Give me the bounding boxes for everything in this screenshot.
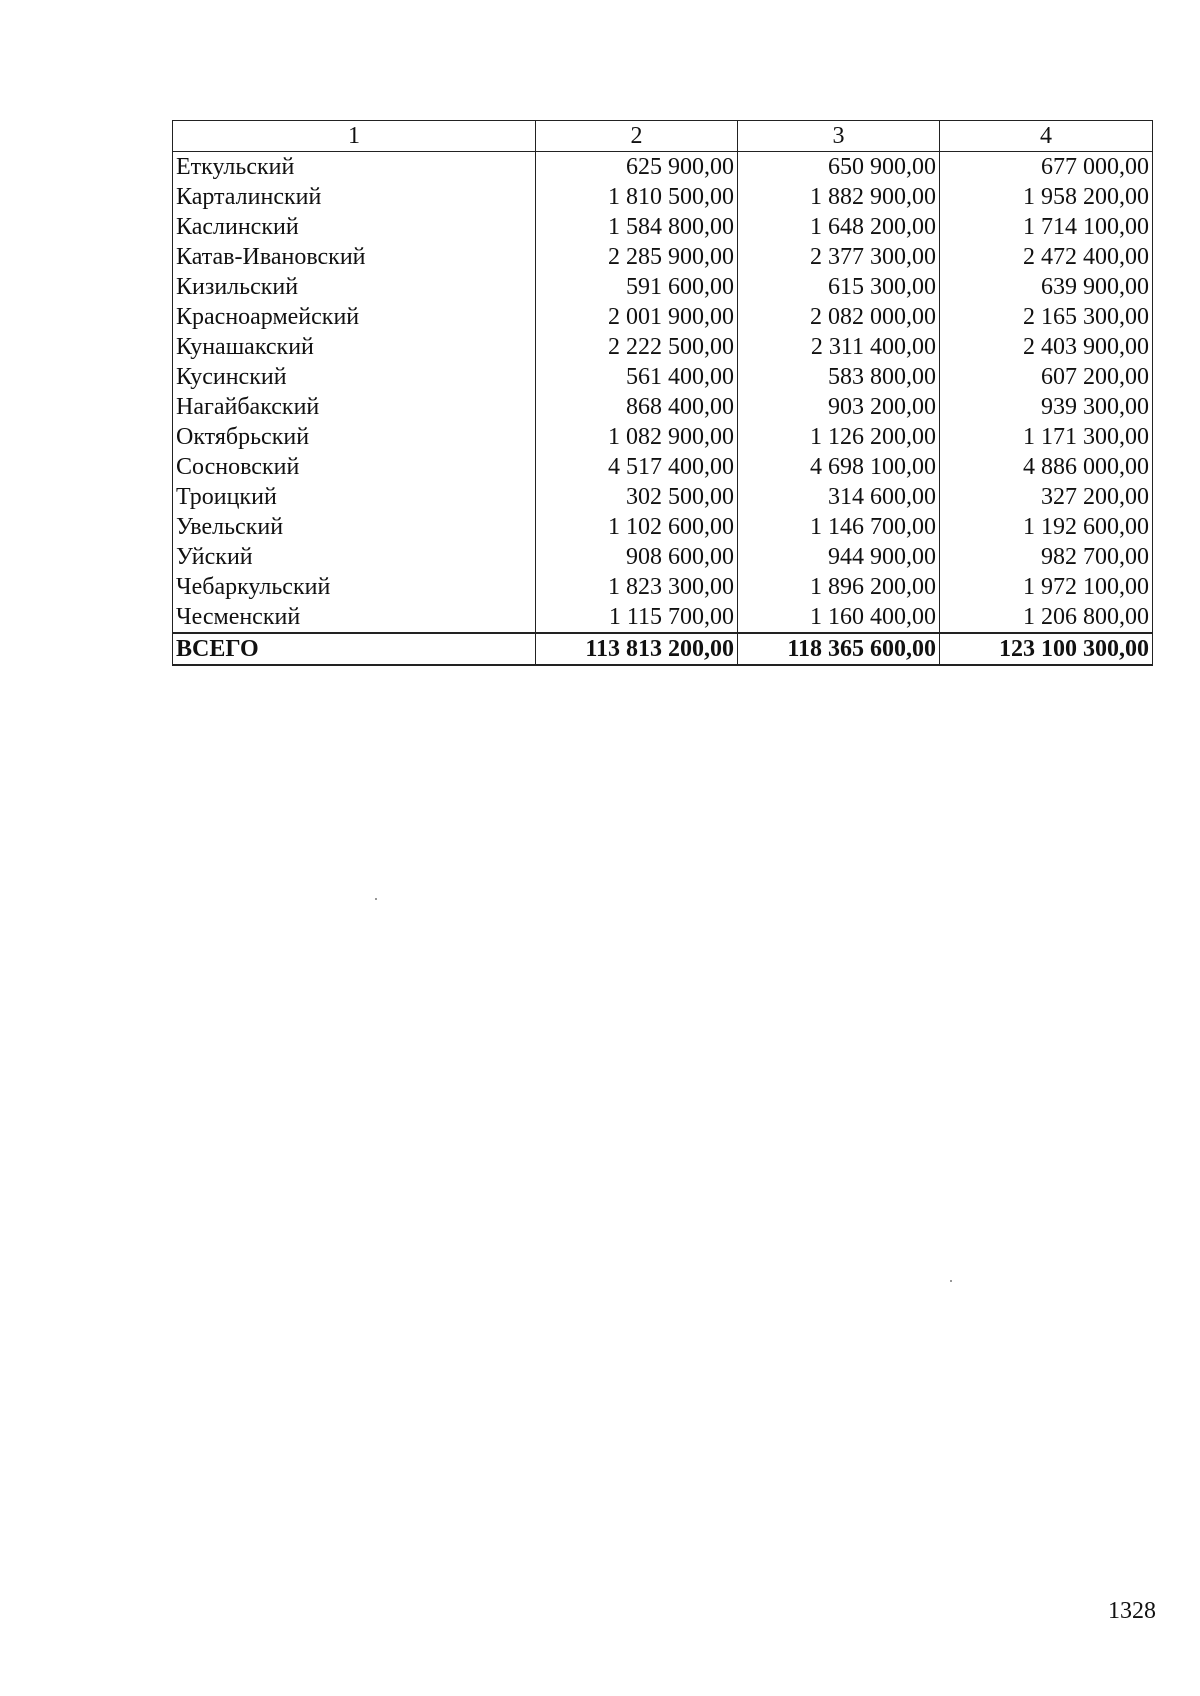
table-row: [173, 392, 1153, 422]
value-col-4: 1 206 800,00: [940, 602, 1153, 633]
table-row: [173, 182, 1153, 212]
value-col-2: 1 823 300,00: [536, 572, 738, 602]
value-col-3: 944 900,00: [738, 542, 940, 572]
value-col-4: 677 000,00: [940, 152, 1153, 183]
value-col-2: 1 810 500,00: [536, 182, 738, 212]
column-header-1: 1: [173, 121, 536, 152]
district-name: Уйский: [173, 542, 536, 572]
district-name: Увельский: [173, 512, 536, 542]
value-col-4: 327 200,00: [940, 482, 1153, 512]
value-col-2: 591 600,00: [536, 272, 738, 302]
scan-speck: [375, 898, 377, 900]
value-col-3: 583 800,00: [738, 362, 940, 392]
value-col-3: 615 300,00: [738, 272, 940, 302]
district-name: Красноармейский: [173, 302, 536, 332]
value-col-4: 2 403 900,00: [940, 332, 1153, 362]
value-col-3: 2 377 300,00: [738, 242, 940, 272]
value-col-4: 639 900,00: [940, 272, 1153, 302]
value-col-4: 1 171 300,00: [940, 422, 1153, 452]
value-col-2: 302 500,00: [536, 482, 738, 512]
table-body: [173, 152, 1153, 666]
value-col-4: 607 200,00: [940, 362, 1153, 392]
table-row: [173, 272, 1153, 302]
table-row: [173, 242, 1153, 272]
total-label: ВСЕГО: [173, 633, 536, 665]
table-row: [173, 362, 1153, 392]
value-col-3: 1 648 200,00: [738, 212, 940, 242]
value-col-3: 2 311 400,00: [738, 332, 940, 362]
value-col-2: 2 285 900,00: [536, 242, 738, 272]
table-row: [173, 152, 1153, 183]
value-col-2: 625 900,00: [536, 152, 738, 183]
district-name: Каслинский: [173, 212, 536, 242]
table-row: [173, 512, 1153, 542]
table-row: [173, 602, 1153, 633]
value-col-2: 1 115 700,00: [536, 602, 738, 633]
column-header-4: 4: [940, 121, 1153, 152]
district-name: Кизильский: [173, 272, 536, 302]
value-col-3: 1 896 200,00: [738, 572, 940, 602]
budget-table: [172, 120, 1153, 666]
district-name: Нагайбакский: [173, 392, 536, 422]
district-name: Троицкий: [173, 482, 536, 512]
value-col-3: 1 882 900,00: [738, 182, 940, 212]
table-header-row: [173, 121, 1153, 152]
value-col-4: 2 165 300,00: [940, 302, 1153, 332]
table-row: [173, 482, 1153, 512]
value-col-2: 1 082 900,00: [536, 422, 738, 452]
table-row: [173, 452, 1153, 482]
value-col-3: 2 082 000,00: [738, 302, 940, 332]
district-name: Катав-Ивановский: [173, 242, 536, 272]
value-col-2: 2 222 500,00: [536, 332, 738, 362]
district-name: Чебаркульский: [173, 572, 536, 602]
value-col-4: 1 958 200,00: [940, 182, 1153, 212]
table-row: [173, 422, 1153, 452]
table-row: [173, 332, 1153, 362]
column-header-2: 2: [536, 121, 738, 152]
total-col-3: 118 365 600,00: [738, 633, 940, 665]
district-name: Кусинский: [173, 362, 536, 392]
value-col-4: 1 192 600,00: [940, 512, 1153, 542]
value-col-3: 1 126 200,00: [738, 422, 940, 452]
value-col-2: 2 001 900,00: [536, 302, 738, 332]
page-number: 1328: [1108, 1598, 1156, 1624]
value-col-4: 982 700,00: [940, 542, 1153, 572]
value-col-4: 2 472 400,00: [940, 242, 1153, 272]
value-col-4: 4 886 000,00: [940, 452, 1153, 482]
district-name: Октябрьский: [173, 422, 536, 452]
value-col-3: 1 146 700,00: [738, 512, 940, 542]
table-row: [173, 572, 1153, 602]
table-row: [173, 302, 1153, 332]
value-col-2: 561 400,00: [536, 362, 738, 392]
value-col-3: 4 698 100,00: [738, 452, 940, 482]
value-col-3: 903 200,00: [738, 392, 940, 422]
value-col-2: 908 600,00: [536, 542, 738, 572]
value-col-2: 868 400,00: [536, 392, 738, 422]
column-header-3: 3: [738, 121, 940, 152]
district-name: Сосновский: [173, 452, 536, 482]
value-col-4: 1 972 100,00: [940, 572, 1153, 602]
value-col-2: 1 102 600,00: [536, 512, 738, 542]
value-col-3: 1 160 400,00: [738, 602, 940, 633]
value-col-2: 4 517 400,00: [536, 452, 738, 482]
table-row: [173, 212, 1153, 242]
table-row: [173, 542, 1153, 572]
value-col-2: 1 584 800,00: [536, 212, 738, 242]
value-col-4: 1 714 100,00: [940, 212, 1153, 242]
scan-speck: [950, 1280, 952, 1282]
district-name: Еткульский: [173, 152, 536, 183]
total-row: [173, 633, 1153, 665]
value-col-3: 650 900,00: [738, 152, 940, 183]
district-name: Карталинский: [173, 182, 536, 212]
total-col-2: 113 813 200,00: [536, 633, 738, 665]
total-col-4: 123 100 300,00: [940, 633, 1153, 665]
district-name: Чесменский: [173, 602, 536, 633]
district-name: Кунашакский: [173, 332, 536, 362]
value-col-4: 939 300,00: [940, 392, 1153, 422]
value-col-3: 314 600,00: [738, 482, 940, 512]
